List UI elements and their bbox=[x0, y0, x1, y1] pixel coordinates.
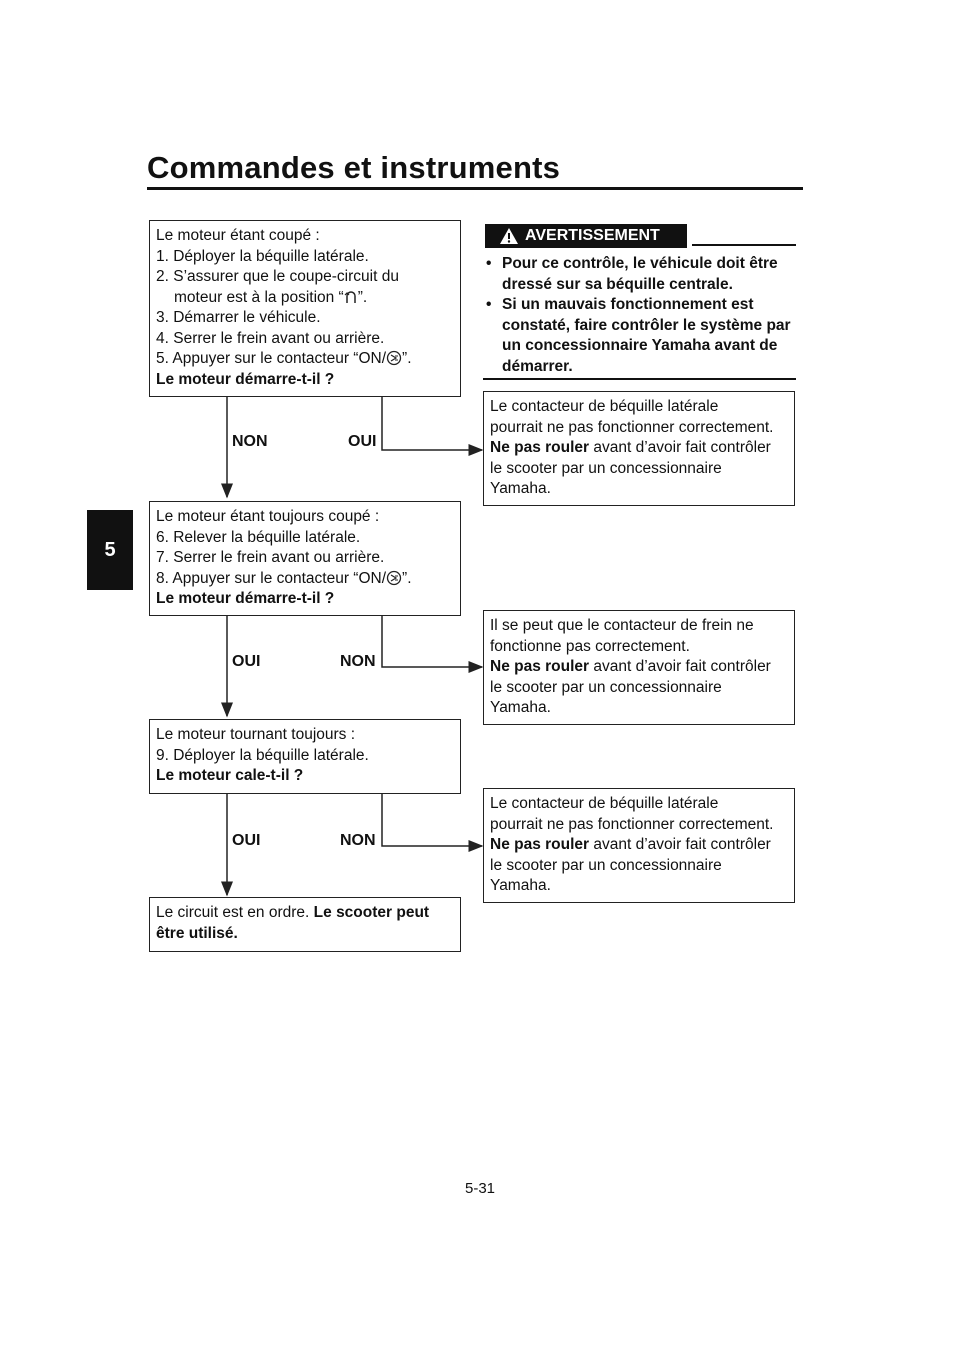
step-question: Le moteur démarre-t-il ? bbox=[156, 370, 335, 388]
result-text: Le contacteur de béquille latérale bbox=[490, 795, 719, 812]
result-text-cont: avant d’avoir fait contrôler bbox=[589, 658, 771, 675]
result-box-1 bbox=[483, 391, 795, 506]
result-box-2 bbox=[483, 610, 795, 725]
step-2-cont bbox=[156, 288, 455, 309]
result-text: pourrait ne pas fonctionner correctement. bbox=[490, 418, 774, 436]
result-text: Yamaha. bbox=[490, 480, 551, 497]
result-text: Le contacteur de béquille latérale bbox=[490, 398, 719, 415]
result-box-3 bbox=[483, 788, 795, 903]
result-text: le scooter par un concessionnaire bbox=[490, 856, 722, 874]
step-2-end: ”. bbox=[357, 288, 368, 306]
step-question: Le moteur cale-t-il ? bbox=[156, 767, 304, 784]
starter-symbol-icon bbox=[386, 570, 402, 586]
step-box-2 bbox=[149, 501, 461, 616]
branch-label-no: NON bbox=[232, 433, 268, 450]
result-text: Yamaha. bbox=[490, 699, 551, 716]
warning-rule-top bbox=[692, 244, 796, 246]
result-text-cont: avant d’avoir fait contrôler bbox=[589, 836, 771, 853]
step-intro: Le moteur étant toujours coupé : bbox=[156, 508, 380, 525]
result-text: fonctionne pas correctement. bbox=[490, 637, 690, 655]
result-text: le scooter par un concessionnaire bbox=[490, 459, 722, 477]
step-9: 9. Déployer la béquille latérale. bbox=[156, 746, 369, 764]
result-text: le scooter par un concessionnaire bbox=[490, 678, 722, 696]
branch-label-yes: OUI bbox=[232, 653, 261, 670]
step-8-text: 8. Appuyer sur le contacteur “ON/ bbox=[156, 569, 387, 587]
step-7: 7. Serrer le frein avant ou arrière. bbox=[156, 549, 385, 566]
branch-label-yes: OUI bbox=[232, 832, 261, 849]
step-2-text: moteur est à la position “ bbox=[174, 288, 344, 306]
step-intro: Le moteur étant coupé : bbox=[156, 227, 320, 244]
step-box-1 bbox=[149, 220, 461, 397]
step-question: Le moteur démarre-t-il ? bbox=[156, 590, 335, 607]
step-5 bbox=[156, 349, 455, 370]
step-intro: Le moteur tournant toujours : bbox=[156, 726, 356, 743]
result-text: Yamaha. bbox=[490, 877, 551, 894]
step-3: 3. Démarrer le véhicule. bbox=[156, 309, 321, 326]
step-6: 6. Relever la béquille latérale. bbox=[156, 528, 361, 546]
step-4: 4. Serrer le frein avant ou arrière. bbox=[156, 329, 385, 347]
page-number: 5-31 bbox=[464, 1180, 496, 1197]
final-text-bold: Le scooter peut bbox=[313, 904, 430, 921]
page-title: Commandes et instruments bbox=[147, 150, 561, 185]
result-text: pourrait ne pas fonctionner correctement. bbox=[490, 815, 774, 833]
result-text bbox=[490, 657, 789, 678]
warning-item-text: Pour ce contrôle, le véhicule doit être dressé sur sa béquille centrale. bbox=[502, 255, 778, 293]
warning-triangle-icon bbox=[499, 227, 519, 245]
warning-header bbox=[485, 224, 687, 248]
engine-run-symbol-icon bbox=[344, 289, 358, 305]
warning-item: • Pour ce contrôle, le véhicule doit être dressé sur sa béquille centrale. bbox=[486, 255, 778, 293]
warning-rule-bottom bbox=[483, 378, 796, 380]
final-text bbox=[156, 903, 455, 924]
step-box-3 bbox=[149, 719, 461, 794]
result-bold: Ne pas rouler bbox=[490, 439, 590, 456]
result-text bbox=[490, 438, 789, 459]
result-bold: Ne pas rouler bbox=[490, 836, 590, 853]
step-1: 1. Déployer la béquille latérale. bbox=[156, 247, 369, 265]
result-text bbox=[490, 835, 789, 856]
step-box-4 bbox=[149, 897, 461, 952]
warning-text bbox=[483, 254, 798, 377]
chapter-tab: 5 bbox=[87, 510, 133, 590]
branch-label-no: NON bbox=[340, 832, 376, 849]
step-2: 2. S’assurer que le coupe-circuit du bbox=[156, 268, 399, 285]
step-5-end: ”. bbox=[402, 350, 412, 367]
warning-item: • Si un mauvais fonctionnement est constaté, faire contrôler le système par un concessionnaire Yamaha avant de démarrer. bbox=[486, 296, 791, 375]
step-8 bbox=[156, 569, 455, 590]
result-text-cont: avant d’avoir fait contrôler bbox=[589, 439, 771, 456]
final-text-start: Le circuit est en ordre. bbox=[156, 904, 314, 921]
starter-symbol-icon bbox=[386, 350, 402, 366]
step-5-text: 5. Appuyer sur le contacteur “ON/ bbox=[156, 350, 387, 367]
branch-label-yes: OUI bbox=[348, 433, 377, 450]
warning-label: AVERTISSEMENT bbox=[525, 227, 660, 244]
result-text: Il se peut que le contacteur de frein ne bbox=[490, 617, 754, 634]
final-text-bold-2: être utilisé. bbox=[156, 924, 238, 942]
warning-item-text: Si un mauvais fonctionnement est constaté, faire contrôler le système par un concessionnaire Yamaha avant de démarrer. bbox=[502, 296, 791, 375]
result-bold: Ne pas rouler bbox=[490, 658, 590, 675]
branch-label-no: NON bbox=[340, 653, 376, 670]
step-8-end: ”. bbox=[402, 569, 412, 587]
